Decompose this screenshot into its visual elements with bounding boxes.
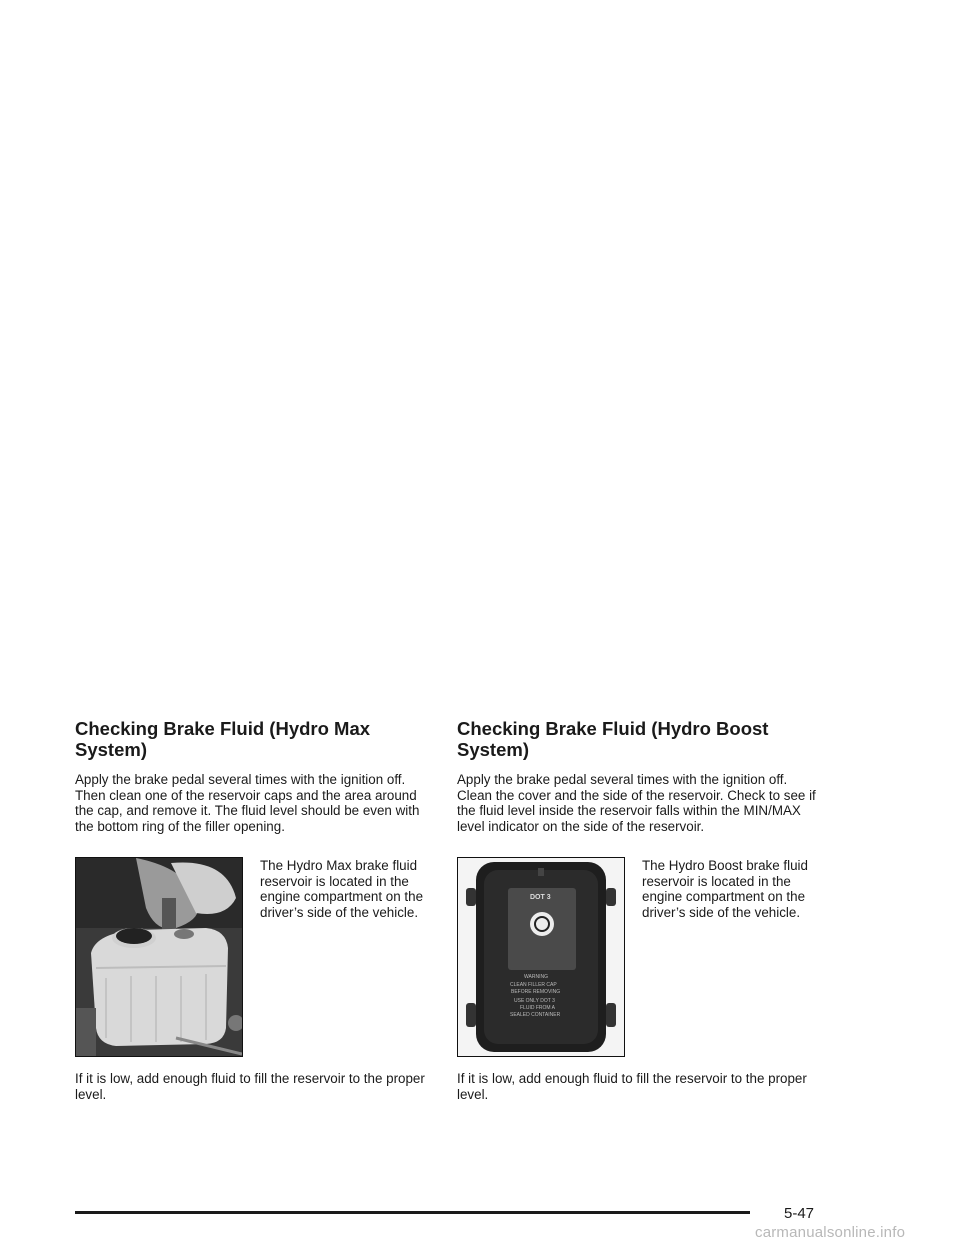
hydro-boost-reservoir-photo — [457, 857, 625, 1057]
hydro-max-section — [75, 718, 435, 1102]
cover-label-line5: SEALED CONTAINER — [510, 1011, 561, 1018]
footer-rule — [75, 1211, 750, 1214]
cover-label-line2: BEFORE REMOVING — [511, 988, 561, 995]
page-number: 5-47 — [784, 1205, 815, 1222]
hydro-max-after: If it is low, add enough fluid to fill the reservoir to the proper level. — [75, 1070, 425, 1102]
cover-label-dot: DOT 3 — [530, 893, 551, 901]
hydro-max-intro: Apply the brake pedal several times with the ignition off. Then clean one of the reservoir caps and the area around the cap, and remove it. The fluid level should be even with the bottom ring of the filler opening. — [75, 772, 420, 835]
hydro-boost-section — [457, 718, 823, 1102]
hydro-boost-intro: Apply the brake pedal several times with the ignition off. Clean the cover and the side of the reservoir. Check to see if the fluid level inside the reservoir falls within the MIN/MAX level indicator on the side of the reservoir. — [457, 772, 816, 835]
hydro-boost-caption: The Hydro Boost brake fluid reservoir is located in the engine compartment on the driver’s side of the vehicle. — [642, 857, 808, 920]
cover-label-line1: CLEAN FILLER CAP — [510, 981, 557, 988]
hydro-boost-after: If it is low, add enough fluid to fill the reservoir to the proper level. — [457, 1070, 807, 1102]
hydro-max-heading: Checking Brake Fluid (Hydro Max System) — [75, 718, 371, 760]
hydro-max-figure-row — [75, 857, 435, 1057]
hydro-max-reservoir-photo — [75, 857, 243, 1057]
cover-label-warning: WARNING — [524, 973, 548, 980]
watermark-text: carmanualsonline.info — [755, 1224, 906, 1241]
hydro-boost-figure-row — [457, 857, 823, 1057]
hydro-boost-heading: Checking Brake Fluid (Hydro Boost System) — [457, 718, 769, 760]
cover-label-line4: FLUID FROM A — [520, 1004, 556, 1011]
hydro-max-caption: The Hydro Max brake fluid reservoir is located in the engine compartment on the driver’s side of the vehicle. — [260, 857, 424, 920]
cover-label-line3: USE ONLY DOT 3 — [514, 997, 555, 1004]
